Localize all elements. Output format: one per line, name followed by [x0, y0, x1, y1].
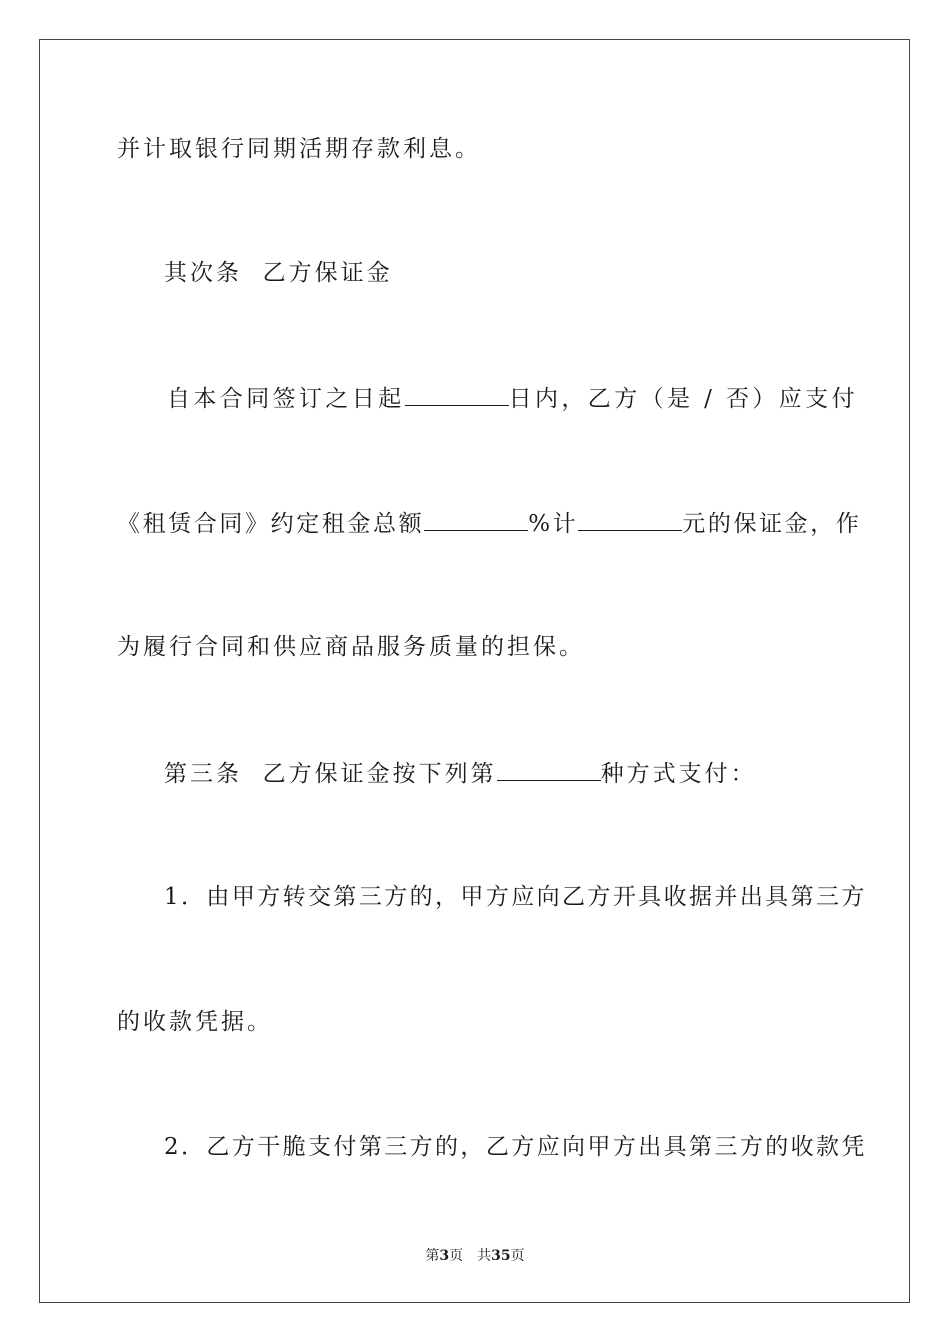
current-page-number: 3 [439, 1248, 450, 1264]
paragraph-line [117, 632, 833, 662]
paragraph-line [117, 134, 833, 164]
text: 《租赁合同》约定租金总额 [117, 511, 425, 537]
text: 元的保证金，作 [682, 511, 862, 537]
text: 自本合同签订之日起 [167, 386, 405, 412]
fill-in-blank[interactable] [497, 758, 601, 781]
text: 的收款凭据。 [117, 1009, 273, 1035]
page-border [39, 39, 910, 1303]
total-page-count: 35 [491, 1248, 511, 1264]
list-item [164, 1132, 867, 1162]
paragraph-line [117, 508, 862, 539]
page-footer [0, 1247, 950, 1265]
total-prefix: 共 [477, 1248, 492, 1264]
text: 其次条 乙方保证金 [164, 260, 393, 286]
text: 2．乙方干脆支付第三方的，乙方应向甲方出具第三方的收款凭 [164, 1134, 867, 1160]
text: 第三条 乙方保证金按下列第 [164, 761, 497, 787]
text: 种方式支付： [600, 761, 757, 787]
article-heading [164, 258, 393, 288]
fill-in-blank[interactable] [424, 508, 528, 531]
text: %计 [528, 511, 579, 537]
fill-in-blank[interactable] [405, 383, 509, 406]
paragraph-line [167, 383, 858, 414]
fill-in-blank[interactable] [578, 508, 682, 531]
text: 1．由甲方转交第三方的，甲方应向乙方开具收据并出具第三方 [164, 884, 867, 910]
list-item-continuation [117, 1007, 833, 1037]
total-suffix: 页 [510, 1248, 525, 1264]
page-suffix: 页 [449, 1248, 464, 1264]
article-heading [164, 758, 757, 789]
page-prefix: 第 [425, 1248, 440, 1264]
text: 日内，乙方（是 / 否）应支付 [508, 386, 858, 412]
text: 并计取银行同期活期存款利息。 [117, 136, 481, 162]
list-item [164, 882, 867, 912]
text: 为履行合同和供应商品服务质量的担保。 [117, 634, 585, 660]
